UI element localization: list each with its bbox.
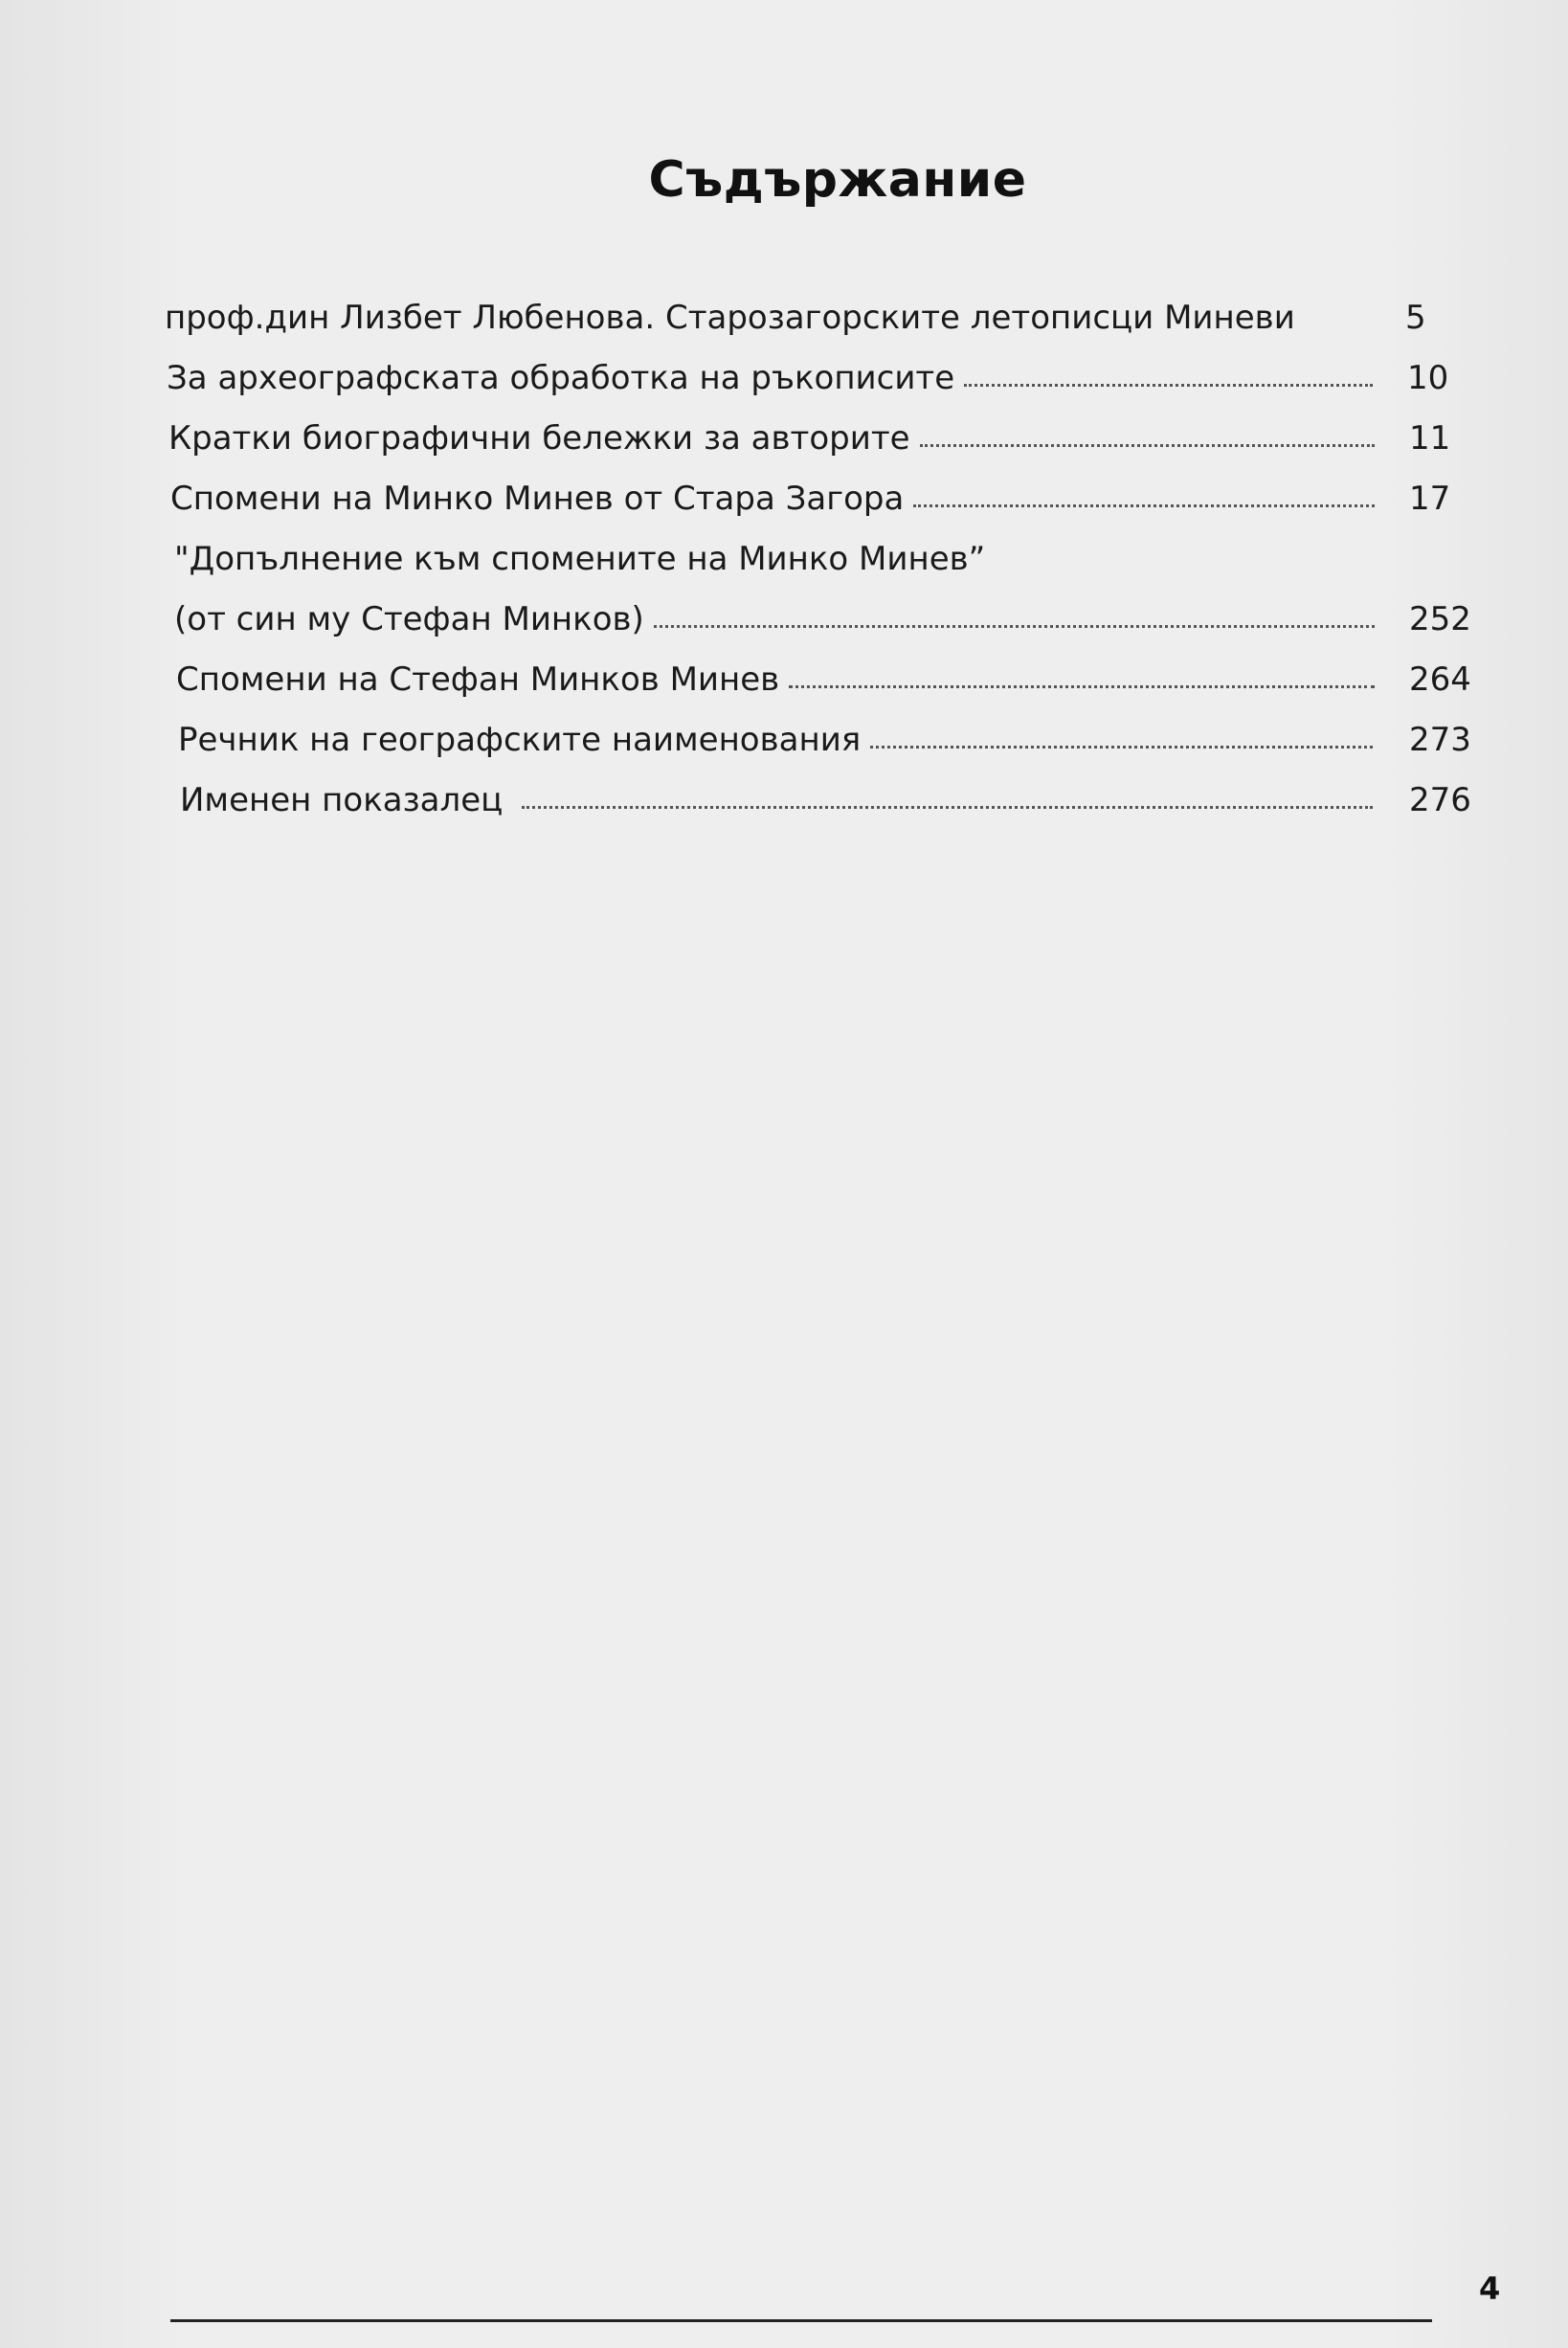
toc-entry: [170, 478, 1451, 520]
toc-entry-label: Спомени на Стефан Минков Минев: [176, 660, 780, 699]
toc-leader-dots: [913, 503, 1375, 507]
toc-entry: [168, 417, 1451, 459]
toc-entry-label: проф.дин Лизбет Любенова. Старозагорските летописци Миневи: [165, 299, 1295, 337]
footer-rule: [170, 2319, 1432, 2322]
toc-entry-page: 264: [1409, 660, 1471, 699]
toc-entry: [174, 598, 1471, 640]
toc-entry-label: "Допълнение към спомените на Минко Минев”: [174, 540, 986, 578]
toc-entry: [176, 659, 1471, 701]
toc-entry-label: Спомени на Минко Минев от Стара Загора: [170, 480, 905, 518]
toc-leader-dots: [964, 382, 1373, 387]
toc-entry-label: (от син му Стефан Минков): [174, 600, 644, 638]
toc-entry-page: 273: [1409, 721, 1471, 759]
toc-leader-dots: [870, 744, 1373, 749]
toc-entry-page: 10: [1407, 359, 1449, 397]
toc-entry-page: 11: [1409, 419, 1451, 458]
toc-entry-label: За археографската обработка на ръкописите: [167, 359, 955, 397]
toc-entry-label: Кратки биографични бележки за авторите: [168, 419, 910, 458]
toc-leader-dots: [920, 442, 1375, 447]
toc-entry: [180, 779, 1471, 821]
table-of-contents: [0, 0, 1568, 861]
toc-leader-dots: [789, 683, 1375, 688]
toc-leader-dots: [522, 804, 1373, 809]
page-title: Съдържание: [648, 151, 1027, 209]
toc-entry-label: Именен показалец: [180, 781, 504, 819]
toc-leader-dots: [654, 623, 1375, 628]
toc-entry: [174, 538, 1131, 580]
toc-entry: [167, 357, 1449, 399]
toc-entry-page: 5: [1405, 299, 1426, 337]
page-number: 4: [1479, 2270, 1501, 2307]
toc-entry-page: 276: [1409, 781, 1471, 819]
toc-entry-page: 252: [1409, 600, 1471, 638]
toc-entry-label: Речник на географските наименования: [178, 721, 862, 759]
toc-entry-page: 17: [1409, 480, 1451, 518]
toc-entry: [178, 719, 1471, 761]
toc-entry: [165, 297, 1426, 339]
